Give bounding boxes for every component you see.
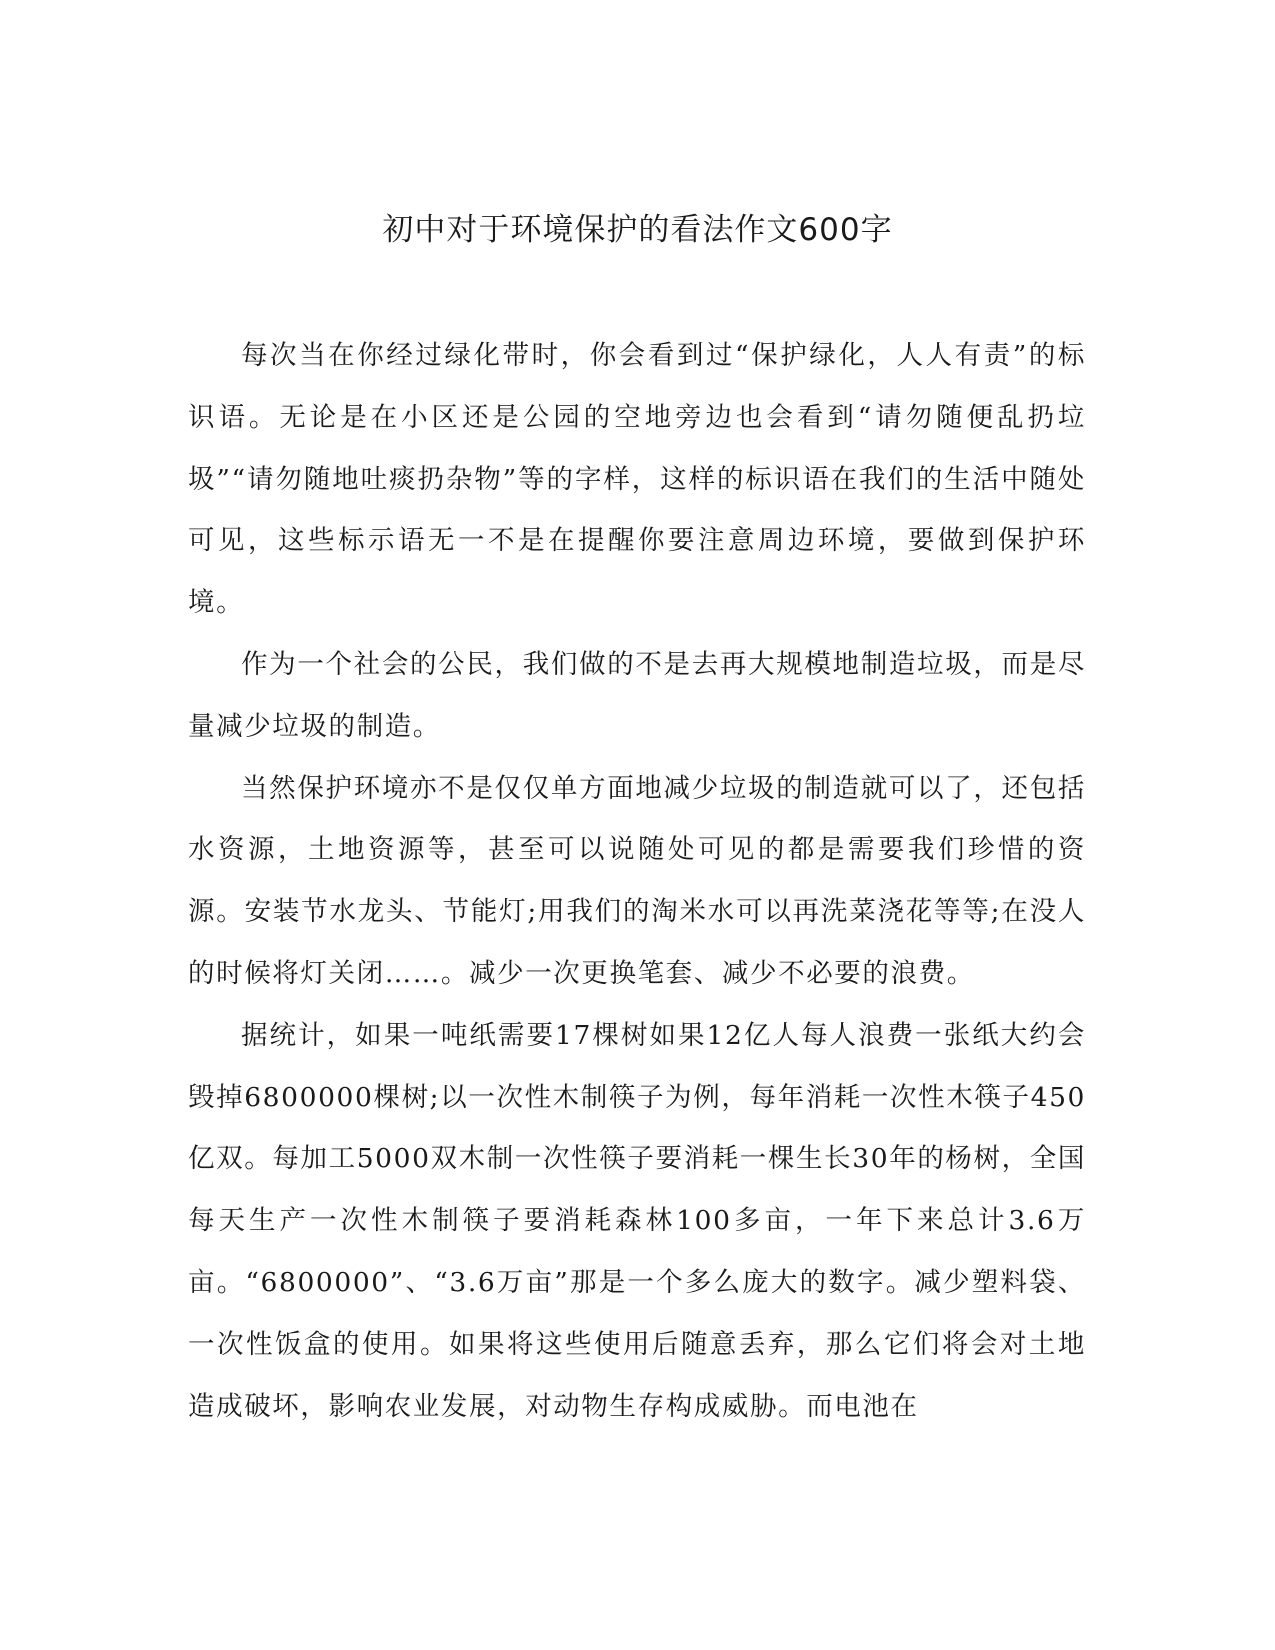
paragraph-2: 作为一个社会的公民，我们做的不是去再大规模地制造垃圾，而是尽量减少垃圾的制造。 [188,648,1086,742]
paragraph-3: 当然保护环境亦不是仅仅单方面地减少垃圾的制造就可以了，还包括水资源，土地资源等，甚至可以说随处可见的都是需要我们珍惜的资源。安装节水龙头、节能灯;用我们的淘米水可以再洗菜浇花等等;在没人的时候将灯关闭……。减少一次更换笔套、减少不必要的浪费。 [188,772,1086,989]
document-title: 初中对于环境保护的看法作文600字 [382,212,893,248]
paragraph-1: 每次当在你经过绿化带时，你会看到过“保护绿化，人人有责”的标识语。无论是在小区还是公园的空地旁边也会看到“请勿随便乱扔垃圾”“请勿随地吐痰扔杂物”等的字样，这样的标识语在我们的生活中随处可见，这些标示语无一不是在提醒你要注意周边环境，要做到保护环境。 [188,340,1086,619]
paragraph-4: 据统计，如果一吨纸需要17棵树如果12亿人每人浪费一张纸大约会毁掉6800000棵树;以一次性木制筷子为例，每年消耗一次性木筷子450亿双。每加工5000双木制一次性筷子要消耗一棵生长30年的杨树，全国每天生产一次性木制筷子要消耗森林100多亩，一年下来总计3.6万亩。“6800000”、“3.6万亩”那是一个多么庞大的数字。减少塑料袋、一次性饭盒的使用。如果将这些使用后随意丢弃，那么它们将会对土地造成破坏，影响农业发展，对动物生存构成威胁。而电池在 [188,1019,1086,1422]
document-body [188,325,1086,1437]
